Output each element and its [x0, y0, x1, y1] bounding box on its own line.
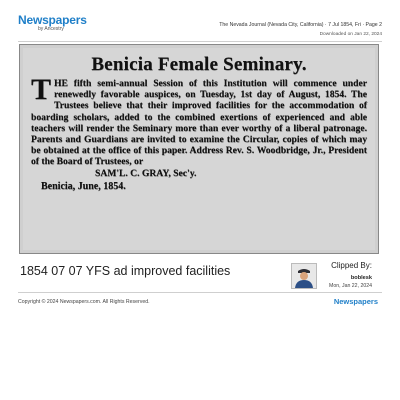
- clipping-caption: 1854 07 07 YFS ad improved facilities: [20, 264, 231, 278]
- clipped-by-user[interactable]: boblesk: [350, 275, 372, 281]
- clipping-footer: Benicia, June, 1854.: [41, 180, 126, 192]
- source-line: The Nevada Journal (Nevada City, California) · 7 Jul 1854, Fri · Page 2: [219, 22, 382, 28]
- newspaper-clipping: [19, 44, 379, 254]
- logo-text: Newspapers: [18, 13, 87, 27]
- user-avatar[interactable]: [291, 263, 317, 289]
- footer-divider: [18, 292, 382, 293]
- downloaded-date: Downloaded on Jan 22, 2024: [319, 32, 382, 37]
- drop-cap: T: [31, 73, 52, 106]
- clipping-body: [31, 73, 367, 168]
- clipping-signature: SAM'L. C. GRAY, Sec'y.: [95, 167, 197, 179]
- logo-subtext: by Ancestry: [38, 26, 64, 32]
- user-avatar-icon: [292, 264, 316, 288]
- clipping-content: [23, 48, 375, 250]
- clipping-text: HE fifth semi-annual Session of this Institution will commence under renewedly favorable auspices, on Tuesday, 1st day of August, 1854. The Trustees believe that their improved facilities for the accommodation of boarding scholars, added to the combined exertions of experienced and able teachers will render the Seminary more than ever worthy of a liberal patronage. Parents and Guardians are invited to examine the Circular, copies of which may be obtained at the office of this paper. Address Rev. S. Woodbridge, Jr., President of the Board of Trustees, or: [31, 78, 367, 168]
- clipped-by-panel: [329, 261, 372, 289]
- newspapers-logo[interactable]: [18, 14, 87, 33]
- clipping-title: Benicia Female Seminary.: [91, 54, 307, 75]
- copyright: Copyright © 2024 Newspapers.com. All Rights Reserved.: [18, 299, 150, 305]
- page-header: [18, 14, 382, 40]
- header-divider: [18, 41, 382, 42]
- clipped-by-label: Clipped By:: [331, 261, 372, 270]
- footer-newspapers-logo[interactable]: Newspapers: [333, 297, 378, 306]
- clipped-date: Mon, Jan 22, 2024: [329, 283, 372, 289]
